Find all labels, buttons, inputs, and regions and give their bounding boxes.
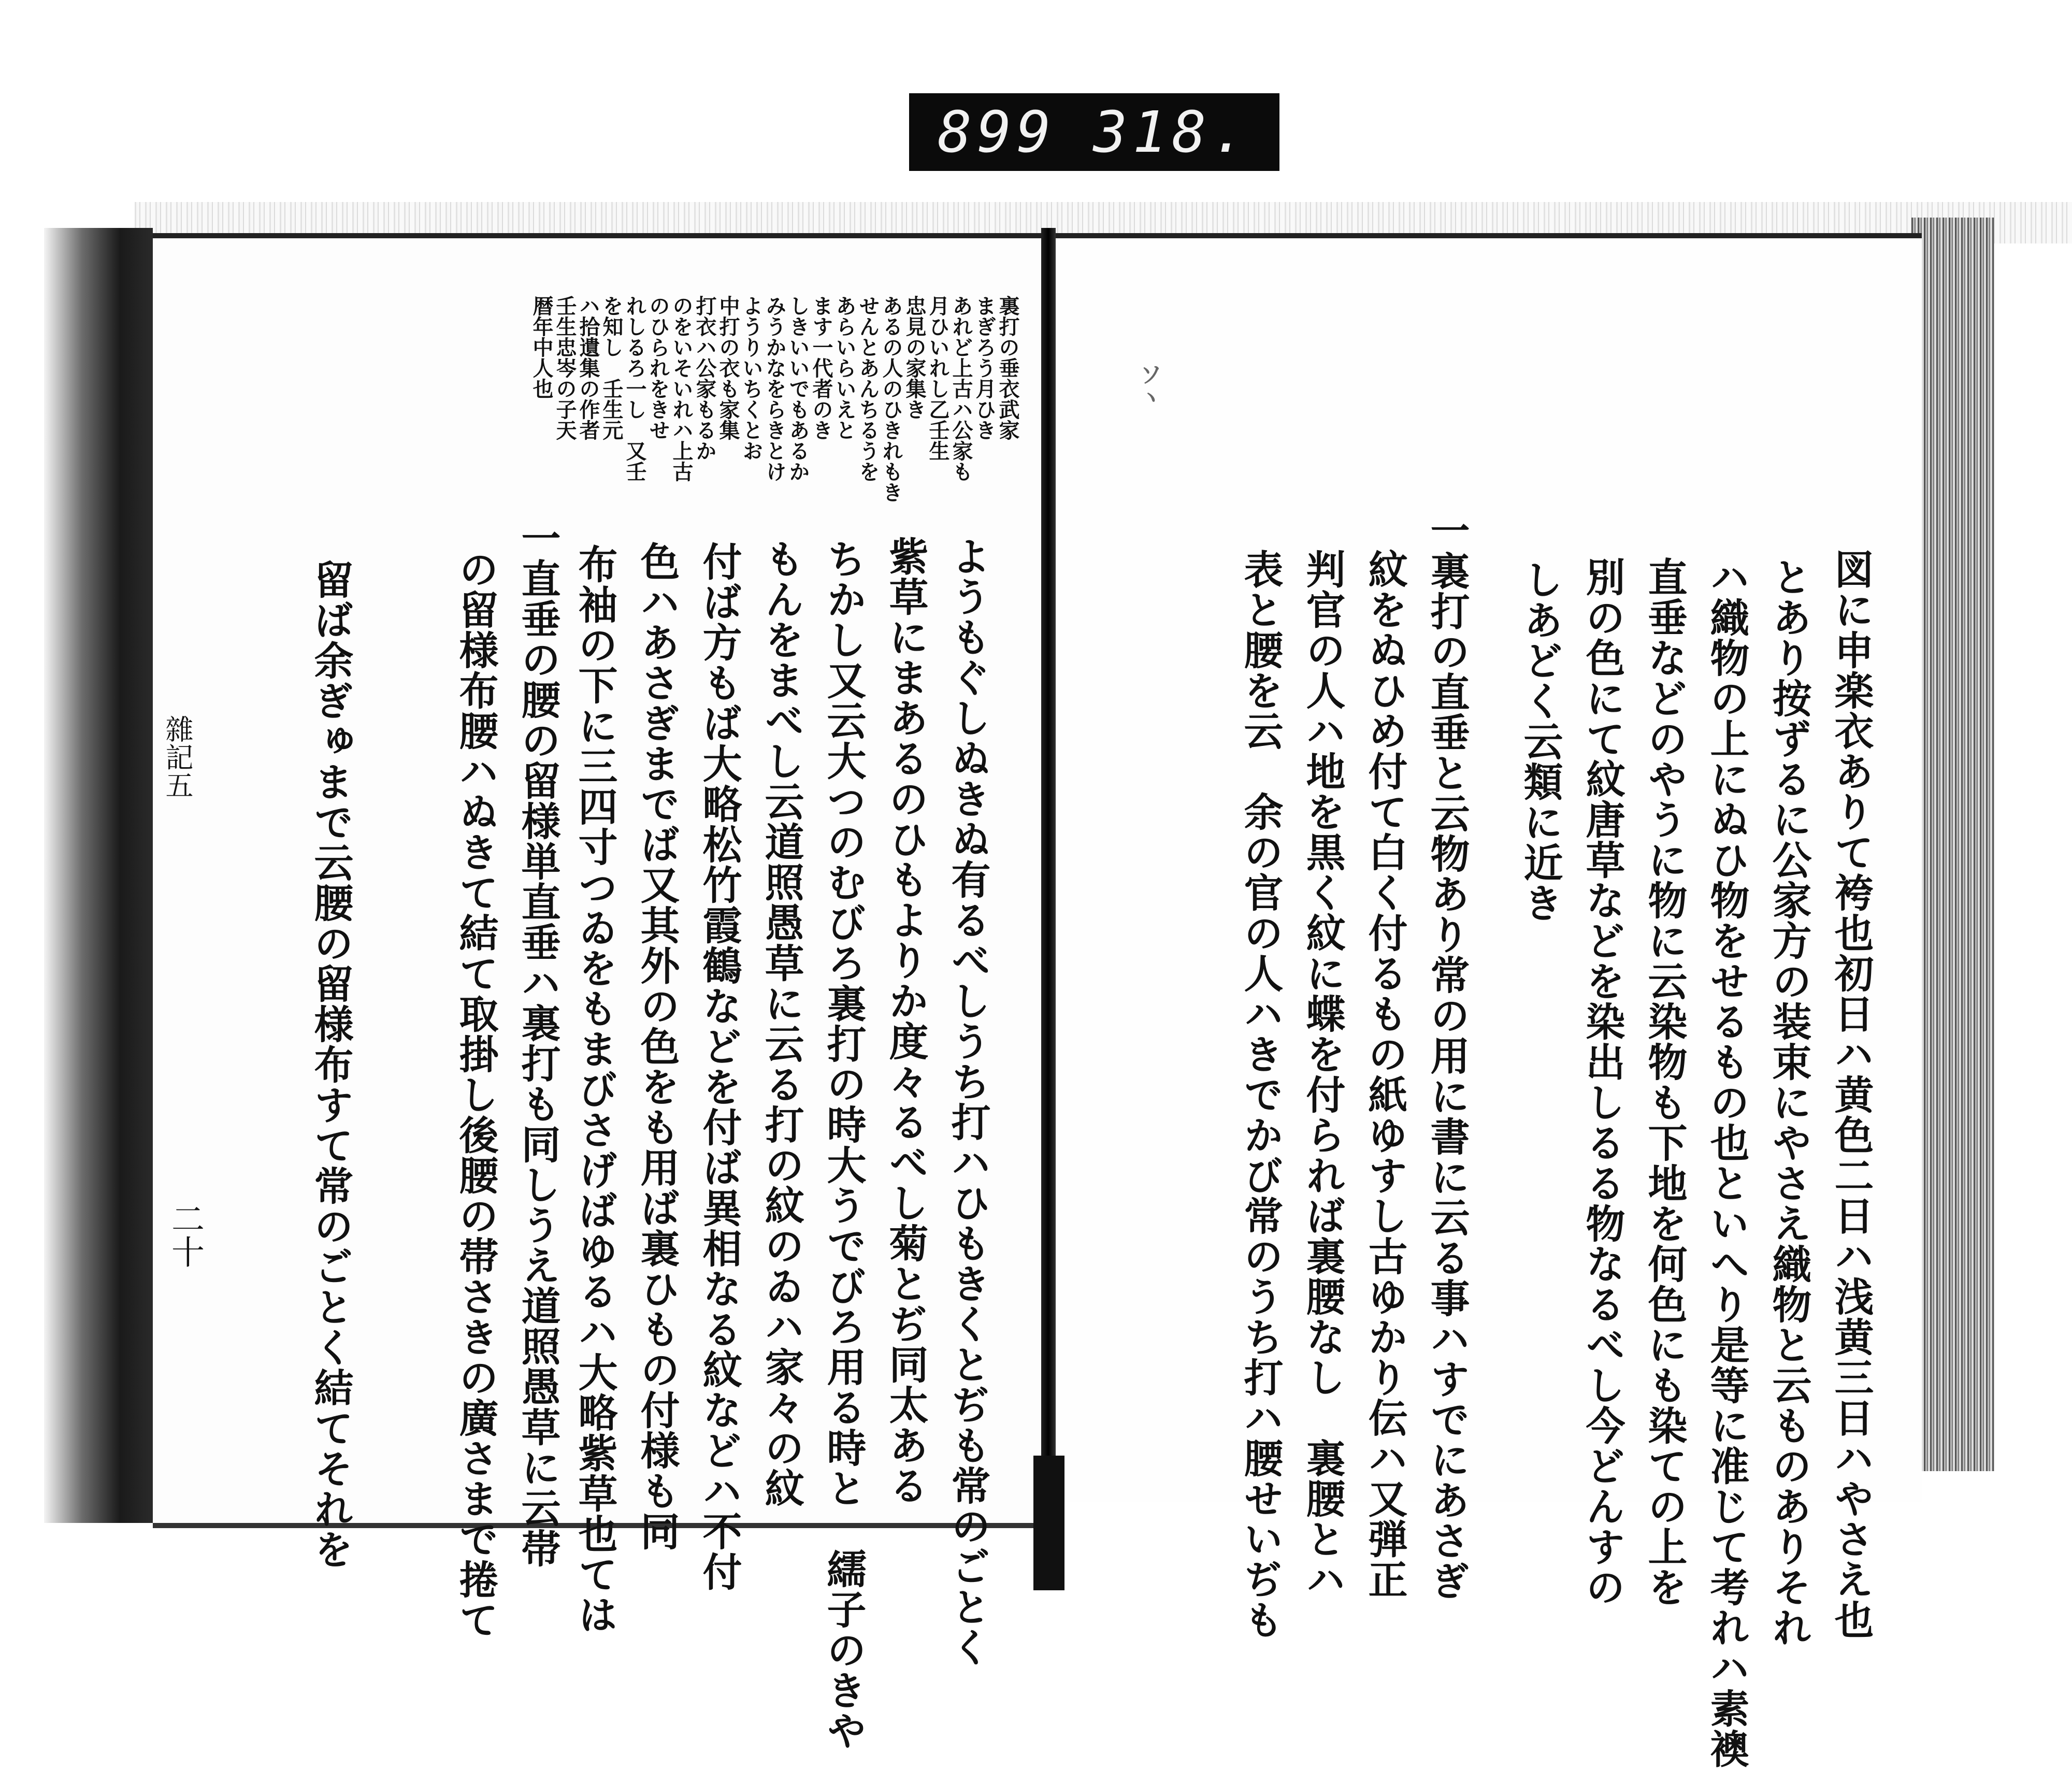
folio-number: 二十 (166, 1202, 204, 1268)
headnote-line-18: を知し 壬生元 (599, 295, 624, 440)
left-column-5: 付ば方もば大略松竹霞鶴などを付ば異相なる紋などハ不付 (696, 541, 742, 1592)
headnote-line-2: まぎろう月ひき (972, 295, 997, 440)
headnote-line-20: 壬生忠岑の子天 (553, 295, 577, 440)
right-column-4: 直垂などのやうに物に云染物も下地を何色にも染ての上を (1642, 557, 1688, 1607)
headnote-line-21: 暦年中人也 (529, 295, 554, 399)
headnote-line-8: あらいらいえと (832, 295, 857, 440)
headnote-line-12: ようりいちくとお (739, 295, 764, 461)
headnote-line-9: ます一代者のき (809, 295, 833, 440)
right-column-7: 一裏打の直垂と云物あり常の用に書に云る事ハすでにあさぎ (1424, 510, 1470, 1601)
headnote-line-3: あれど上古ハ公家も (949, 295, 973, 482)
headnote-line-16: のひられをきせ (646, 295, 670, 440)
chapter-margin-label: 雜記五 (161, 715, 194, 799)
page-stack-edges (1911, 218, 1994, 1471)
headnote-line-4: 月ひいれし乙壬生 (926, 295, 950, 461)
right-column-10: 表と腰を云 余の官の人ハきでかび常のうち打ハ腰せいぢも (1238, 549, 1284, 1640)
headnote-line-15: のをいそいれハ上古 (669, 295, 694, 482)
headnote-line-1: 裏打の垂衣武家 (996, 295, 1020, 440)
left-column-7: 布袖の下に三四寸つゐをもまびさげばゆるハ大略紫草也ては (572, 544, 618, 1635)
headnote-line-10: しきいいでもあるか (786, 295, 810, 482)
left-column-4: もんをまべし云道照愚草に云る打の紋のゐハ家々の紋 (758, 539, 804, 1508)
headnote-line-17: れしるろ一し 又壬 (623, 295, 647, 482)
left-column-2: 紫草にまあるのひもよりか度々るべし菊とぢ同太ある (883, 536, 929, 1506)
headnote-line-7: せんとあんちるうを (856, 295, 880, 482)
right-column-5: 別の色にて紋唐草などを染出しるる物なるべし今どんすの (1579, 557, 1625, 1607)
book-gutter (1041, 228, 1056, 1575)
left-column-8: 一直垂の腰の留様単直垂ハ裏打も同しうえ道照愚草に云帯 (515, 518, 561, 1569)
ink-mark: ソヽ (1135, 363, 1162, 408)
right-column-9: 判官の人ハ地を黒く紋に蝶を付られば裏腰なし 裏腰とハ (1300, 549, 1346, 1600)
headnote-line-11: みうかなをらきとけ (762, 295, 787, 482)
left-column-6: 色ハあさぎまでば又其外の色をも用ば裏ひもの付様も同 (634, 541, 680, 1551)
accession-number-plate (909, 93, 1279, 171)
left-column-3: ちかし又云大つのむびろ裏打の時大うでびろ用る時と 繻子のきや (821, 539, 867, 1751)
right-column-2: とあり按ずるに公家方の装束にやさえ織物と云ものありそれ (1766, 557, 1812, 1648)
headnote-line-14: 打衣ハ公家もるか (693, 295, 717, 461)
right-column-6: しあどく云類に近き (1517, 559, 1563, 923)
accession-left-number: 899 (938, 99, 1056, 165)
gutter-bookmark (1033, 1456, 1064, 1590)
left-column-9: の留様布腰ハぬきて結て取掛し後腰の帯さきの廣さまで捲て (453, 549, 499, 1640)
headnote-line-13: 中打の衣も家集 (716, 295, 740, 440)
left-column-1: ようもぐしぬきぬ有るべしうち打ハひもきくとぢも常のごとく (945, 536, 991, 1667)
left-column-10: 留ば余ぎゅまで云腰の留様布すて常のごとく結てそれを (308, 559, 354, 1570)
headnote-line-5: 忠見の家集き (902, 295, 927, 420)
right-column-1: 図に申楽衣ありて袴也初日ハ黄色二日ハ浅黄三日ハやさえ也 (1828, 549, 1874, 1640)
right-column-3: ハ織物の上にぬひ物をせるもの也といへり是等に准じて考れハ素襖 (1704, 557, 1750, 1769)
headnote-line-19: ハ拾遺集の作者 (576, 295, 600, 440)
accession-right-number: 318. (1093, 99, 1251, 165)
book-cover-shadow (44, 228, 153, 1523)
right-column-8: 紋をぬひめ付て白く付るもの紙ゆすし古ゆかり伝ハ又弾正 (1362, 549, 1408, 1600)
headnote-line-6: あるの人のひきれもき (879, 295, 903, 502)
